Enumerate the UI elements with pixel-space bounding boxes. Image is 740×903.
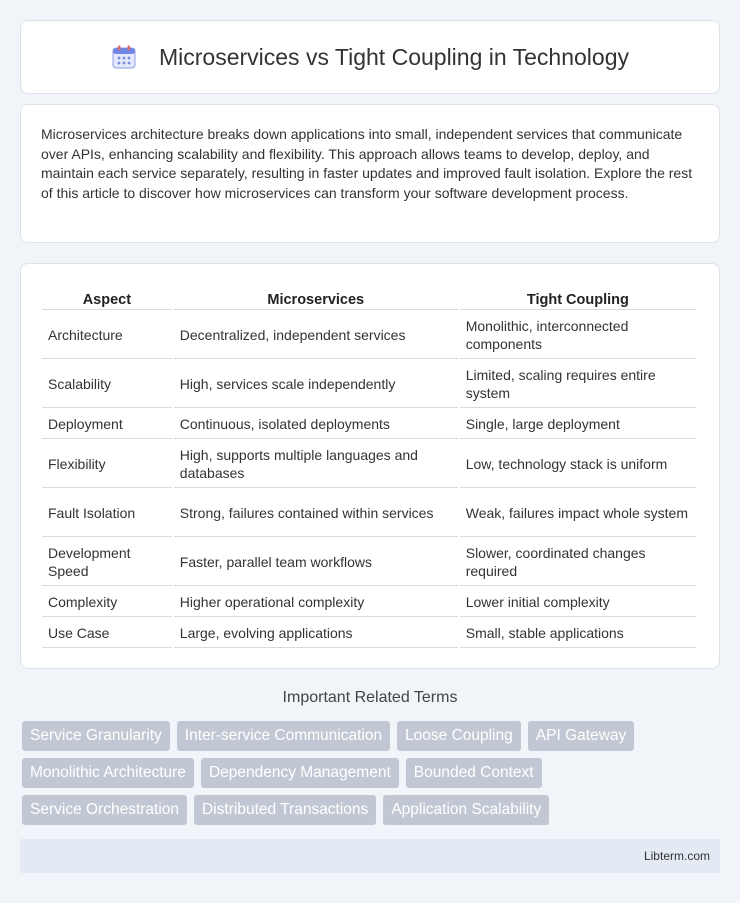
tag-row [22, 795, 722, 825]
related-terms-title: Important Related Terms [282, 689, 458, 706]
tag-loose-coupling[interactable]: Loose Coupling [397, 721, 521, 751]
table-row [42, 312, 696, 359]
cell-aspect: Flexibility [42, 441, 172, 488]
cell-aspect: Scalability [42, 361, 172, 408]
cell-aspect: Fault Isolation [42, 490, 172, 537]
tag-row [22, 721, 722, 751]
cell-tight-coupling: Single, large deployment [460, 410, 696, 439]
cell-microservices: High, supports multiple languages and databases [174, 441, 458, 488]
title-card [20, 20, 720, 94]
tag-inter-service-communication[interactable]: Inter-service Communication [177, 721, 390, 751]
table-row [42, 588, 696, 617]
header-tight-coupling: Tight Coupling [460, 286, 696, 310]
cell-microservices: Decentralized, independent services [174, 312, 458, 359]
tag-service-granularity[interactable]: Service Granularity [22, 721, 170, 751]
cell-aspect: Complexity [42, 588, 172, 617]
footer-site-link[interactable]: Libterm.com [643, 849, 710, 863]
cell-microservices: Strong, failures contained within services [174, 490, 458, 537]
cell-aspect: Deployment [42, 410, 172, 439]
page-title: Microservices vs Tight Coupling in Technology [158, 43, 630, 70]
cell-aspect: Architecture [42, 312, 172, 359]
tag-service-orchestration[interactable]: Service Orchestration [22, 795, 187, 825]
tag-row [22, 758, 722, 788]
cell-microservices: Faster, parallel team workflows [174, 539, 458, 586]
tag-distributed-transactions[interactable]: Distributed Transactions [194, 795, 376, 825]
related-terms-list [22, 721, 722, 832]
comparison-table [40, 284, 698, 650]
calendar-icon [111, 44, 137, 70]
table-row [42, 490, 696, 537]
cell-tight-coupling: Lower initial complexity [460, 588, 696, 617]
cell-aspect: Use Case [42, 619, 172, 648]
table-header-row [42, 286, 696, 310]
header-microservices: Microservices [174, 286, 458, 310]
table-row [42, 539, 696, 586]
intro-card [20, 104, 720, 243]
cell-tight-coupling: Weak, failures impact whole system [460, 490, 696, 537]
tag-application-scalability[interactable]: Application Scalability [383, 795, 549, 825]
footer [20, 839, 720, 873]
cell-microservices: Continuous, isolated deployments [174, 410, 458, 439]
table-row [42, 361, 696, 408]
tag-bounded-context[interactable]: Bounded Context [406, 758, 542, 788]
tag-monolithic-architecture[interactable]: Monolithic Architecture [22, 758, 194, 788]
intro-text: Microservices architecture breaks down applications into small, independent services that communicate over APIs, enhancing scalability and flexibility. This approach allows teams to develop, deploy, and maintain each service separately, resulting in faster updates and improved fault isolation. Explore the rest of this article to discover how microservices can transform your software development process. [41, 126, 693, 201]
header-aspect: Aspect [42, 286, 172, 310]
tag-api-gateway[interactable]: API Gateway [528, 721, 634, 751]
cell-microservices: Large, evolving applications [174, 619, 458, 648]
table-row [42, 619, 696, 648]
cell-tight-coupling: Limited, scaling requires entire system [460, 361, 696, 408]
table-row [42, 441, 696, 488]
cell-microservices: High, services scale independently [174, 361, 458, 408]
cell-tight-coupling: Slower, coordinated changes required [460, 539, 696, 586]
tag-dependency-management[interactable]: Dependency Management [201, 758, 399, 788]
table-row [42, 410, 696, 439]
cell-aspect: Development Speed [42, 539, 172, 586]
comparison-card [20, 263, 720, 669]
cell-tight-coupling: Monolithic, interconnected components [460, 312, 696, 359]
cell-microservices: Higher operational complexity [174, 588, 458, 617]
cell-tight-coupling: Small, stable applications [460, 619, 696, 648]
cell-tight-coupling: Low, technology stack is uniform [460, 441, 696, 488]
